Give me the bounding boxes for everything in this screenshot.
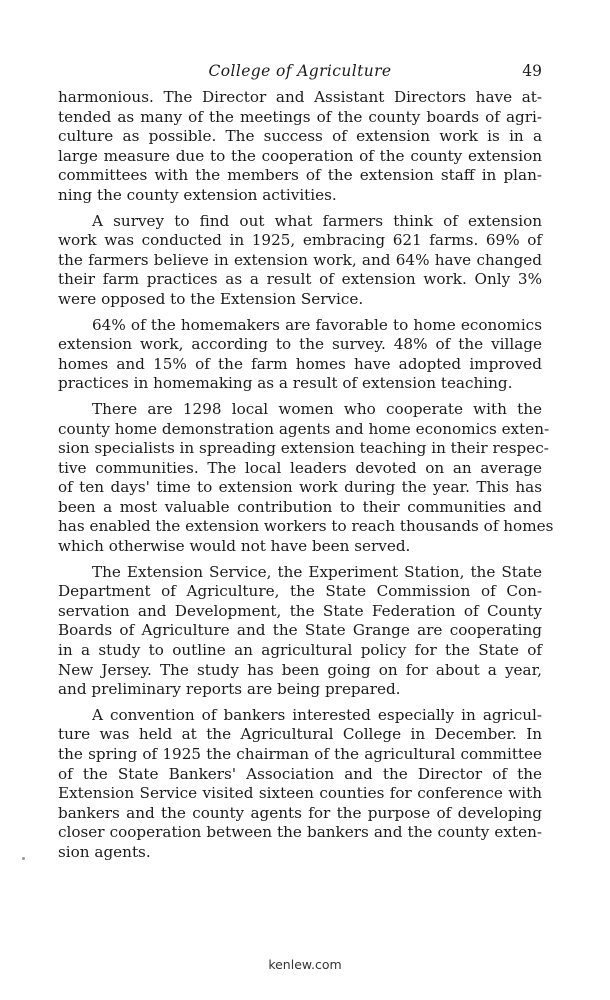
text-line: sion specialists in spreading extension teaching in their respec- [58,439,549,458]
text-line: ture was held at the Agricultural College in December. In [58,725,542,744]
text-line: of ten days' time to extension work during the year. This has [58,478,542,497]
text-line: the farmers believe in extension work, and 64% have changed [58,250,542,269]
paragraph [58,316,542,394]
text-line: New Jersey. The study has been going on for about a year, [58,660,542,679]
text-line: servation and Development, the State Federation of County [58,601,542,620]
page-number: 49 [522,62,542,80]
paragraph [58,88,542,206]
text-line: has enabled the extension workers to reach thousands of homes [58,517,554,536]
text-line: closer cooperation between the bankers and the county exten- [58,823,542,842]
source-footer: kenlew.com [268,957,342,972]
text-line: in a study to outline an agricultural policy for the State of [58,641,542,660]
text-line: sion agents. [58,842,151,861]
text-line: practices in homemaking as a result of extension teaching. [58,374,513,393]
paragraph [58,563,542,700]
scan-speck [22,857,25,860]
text-line: which otherwise would not have been served. [58,537,411,556]
running-title: College of Agriculture [208,62,392,80]
text-line: Boards of Agriculture and the State Grange are cooperating [58,621,542,640]
text-line: been a most valuable contribution to their communities and [58,497,542,516]
text-line: large measure due to the cooperation of the county extension [58,146,542,165]
text-line: the spring of 1925 the chairman of the agricultural committee [58,745,542,763]
text-line: county home demonstration agents and home economics exten- [58,419,550,438]
text-line: bankers and the county agents for the purpose of developing [58,803,542,822]
text-line: tive communities. The local leaders devoted on an average [58,458,542,477]
text-line: The Extension Service, the Experiment Station, the State [92,562,542,581]
text-line: and preliminary reports are being prepared. [58,680,401,699]
text-line: harmonious. The Director and Assistant Directors have at- [58,88,542,106]
text-line: Department of Agriculture, the State Commission of Con- [58,582,542,601]
text-line: There are 1298 local women who cooperate with the [92,399,542,418]
paragraph [58,706,542,863]
text-line: tended as many of the meetings of the county boards of agri- [58,107,542,126]
text-line: 64% of the homemakers are favorable to home economics [92,315,542,334]
body-text [58,88,554,869]
text-line: homes and 15% of the farm homes have adopted improved [58,354,542,373]
text-line: committees with the members of the extension staff in plan- [58,166,542,185]
text-line: their farm practices as a result of extension work. Only 3% [58,270,542,289]
running-head [58,62,542,84]
text-line: A survey to find out what farmers think of extension [92,211,542,230]
paragraph [58,399,554,557]
text-line: Extension Service visited sixteen counties for conference with [58,784,542,803]
text-line: work was conducted in 1925, embracing 621 farms. 69% of [58,231,542,250]
text-line: were opposed to the Extension Service. [58,289,364,308]
text-line: culture as possible. The success of extension work is in a [58,127,542,146]
text-line: ning the county extension activities. [58,185,337,204]
paragraph [58,212,542,310]
text-line: of the State Bankers' Association and the Director of the [58,764,542,783]
text-line: extension work, according to the survey. 48% of the village [58,335,542,354]
text-line: A convention of bankers interested especially in agricul- [92,705,542,724]
